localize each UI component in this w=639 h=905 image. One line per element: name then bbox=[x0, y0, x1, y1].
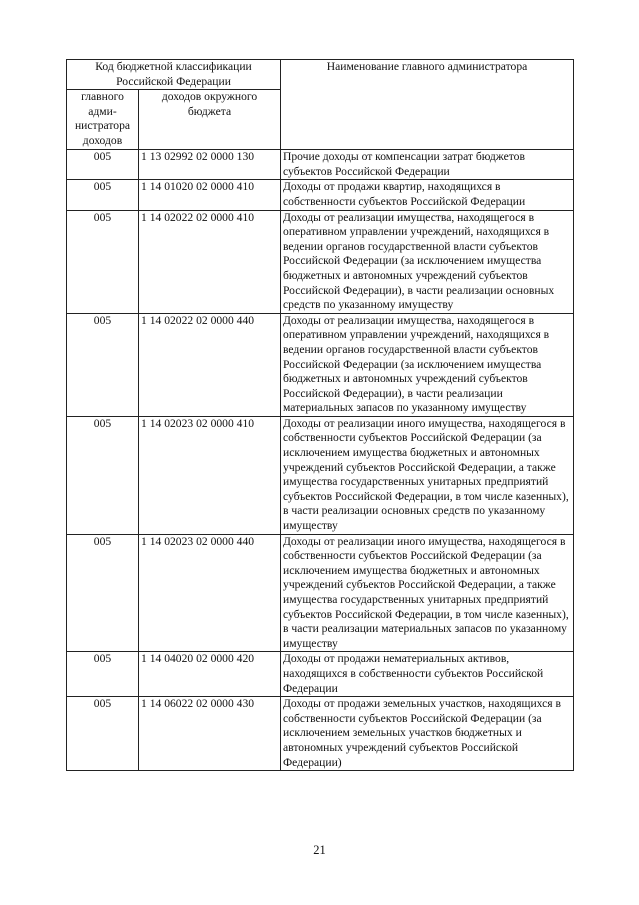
admin-code-cell: 005 bbox=[67, 210, 139, 313]
admin-code-cell: 005 bbox=[67, 416, 139, 534]
admin-code-cell: 005 bbox=[67, 150, 139, 180]
table-body bbox=[67, 60, 574, 771]
admin-code-cell: 005 bbox=[67, 652, 139, 697]
revenue-name-cell: Прочие доходы от компенсации затрат бюджетов субъектов Российской Федерации bbox=[281, 150, 574, 180]
revenue-code-cell: 1 14 01020 02 0000 410 bbox=[139, 180, 281, 210]
table-row bbox=[67, 180, 574, 210]
header-district-budget-revenue: доходов окружного бюджета bbox=[139, 90, 281, 150]
page-number: 21 bbox=[313, 843, 326, 857]
table-row bbox=[67, 697, 574, 771]
revenue-name-cell: Доходы от реализации иного имущества, находящегося в собственности субъектов Российской Федерации (за исключением имущества бюджетных и автономных учреждений субъектов Российской Федерации, а также имущества государственных унитарных предприятий субъектов Российской Федерации, в том числе казенных), в части реализации материальных запасов по указанному имуществу bbox=[281, 534, 574, 652]
admin-code-cell: 005 bbox=[67, 697, 139, 771]
admin-code-cell: 005 bbox=[67, 534, 139, 652]
header-administrator-name: Наименование главного администратора bbox=[281, 60, 574, 150]
revenue-name-cell: Доходы от продажи нематериальных активов, находящихся в собственности субъектов Российской Федерации bbox=[281, 652, 574, 697]
revenue-code-cell: 1 14 02023 02 0000 440 bbox=[139, 534, 281, 652]
budget-classification-table bbox=[66, 59, 574, 771]
table-row bbox=[67, 210, 574, 313]
revenue-code-cell: 1 14 02022 02 0000 440 bbox=[139, 313, 281, 416]
table-row bbox=[67, 416, 574, 534]
revenue-code-cell: 1 14 02023 02 0000 410 bbox=[139, 416, 281, 534]
header-chief-administrator: главного адми-нистратора доходов bbox=[67, 90, 139, 150]
header-budget-classification-code: Код бюджетной классификации Российской Федерации bbox=[67, 60, 281, 90]
revenue-name-cell: Доходы от реализации иного имущества, находящегося в собственности субъектов Российской Федерации (за исключением имущества бюджетных и автономных учреждений субъектов Российской Федерации, а также имущества государственных унитарных предприятий субъектов Российской Федерации, в том числе казенных), в части реализации основных средств по указанному имуществу bbox=[281, 416, 574, 534]
revenue-name-cell: Доходы от реализации имущества, находящегося в оперативном управлении учреждений, находящихся в ведении органов государственной власти субъектов Российской Федерации (за исключением имущества бюджетных и автономных учреждений субъектов Российской Федерации), в части реализации материальных запасов по указанному имуществу bbox=[281, 313, 574, 416]
revenue-code-cell: 1 14 02022 02 0000 410 bbox=[139, 210, 281, 313]
table-row bbox=[67, 313, 574, 416]
revenue-code-cell: 1 14 06022 02 0000 430 bbox=[139, 697, 281, 771]
admin-code-cell: 005 bbox=[67, 313, 139, 416]
revenue-name-cell: Доходы от реализации имущества, находящегося в оперативном управлении учреждений, находящихся в ведении органов государственной власти субъектов Российской Федерации (за исключением имущества бюджетных и автономных учреждений субъектов Российской Федерации), в части реализации основных средств по указанному имуществу bbox=[281, 210, 574, 313]
admin-code-cell: 005 bbox=[67, 180, 139, 210]
table-row bbox=[67, 534, 574, 652]
revenue-name-cell: Доходы от продажи земельных участков, находящихся в собственности субъектов Российской Федерации (за исключением земельных участков бюджетных и автономных учреждений субъектов Российской Федерации) bbox=[281, 697, 574, 771]
revenue-code-cell: 1 13 02992 02 0000 130 bbox=[139, 150, 281, 180]
revenue-name-cell: Доходы от продажи квартир, находящихся в собственности субъектов Российской Федерации bbox=[281, 180, 574, 210]
header-row-group bbox=[67, 60, 574, 90]
revenue-code-cell: 1 14 04020 02 0000 420 bbox=[139, 652, 281, 697]
table-row bbox=[67, 652, 574, 697]
table-row bbox=[67, 150, 574, 180]
